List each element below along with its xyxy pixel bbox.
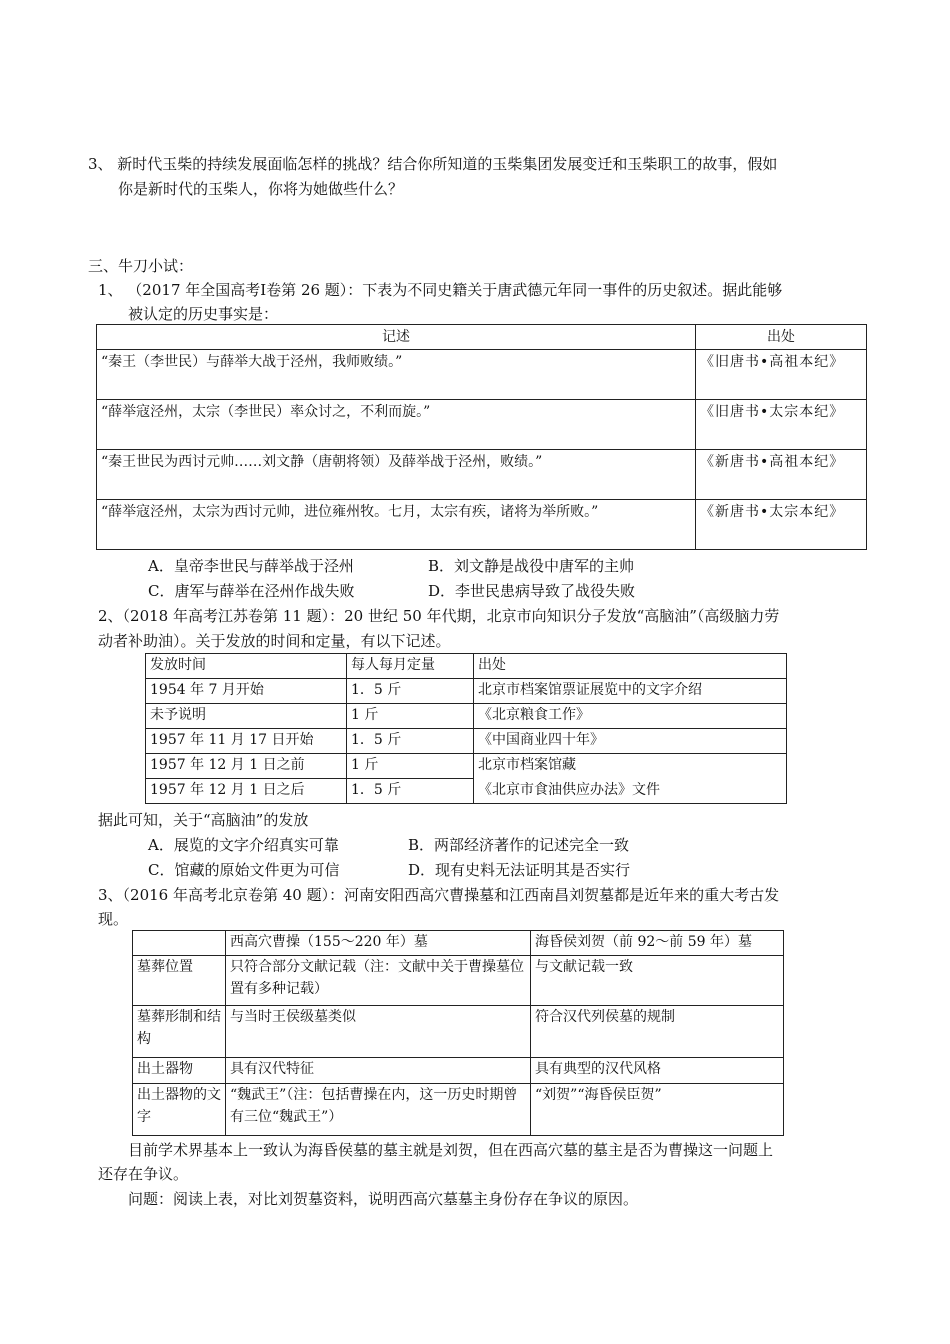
q3-intro-line2: 你是新时代的玉柴人，你将为她做些什么？ <box>118 180 404 198</box>
table-cell: 具有汉代特征 <box>226 1058 531 1084</box>
table-cell: 墓葬位置 <box>133 956 226 1006</box>
option-a: A．展览的文字介绍真实可靠 <box>148 836 339 854</box>
question3-table <box>132 930 784 1136</box>
table-header: 海昏侯刘贺（前 92～前 59 年）墓 <box>531 931 784 956</box>
table-cell: 《旧唐书•太宗本纪》 <box>696 400 867 450</box>
table-cell: 《旧唐书•高祖本纪》 <box>696 350 867 400</box>
table-cell: “魏武王”（注：包括曹操在内，这一历史时期曾有三位“魏武王”） <box>226 1084 531 1136</box>
option-d: D．李世民患病导致了战役失败 <box>428 582 636 600</box>
table-cell: 具有典型的汉代风格 <box>531 1058 784 1084</box>
table-cell: 1．5 斤 <box>347 779 474 804</box>
table-header: 发放时间 <box>146 654 347 679</box>
table-cell: 与文献记载一致 <box>531 956 784 1006</box>
table-cell: 《中国商业四十年》 <box>474 729 787 754</box>
section-title: 三、牛刀小试： <box>88 257 194 275</box>
table-cell: 墓葬形制和结构 <box>133 1006 226 1058</box>
table-header <box>133 931 226 956</box>
table-header: 记述 <box>97 325 696 350</box>
table-cell: 1 斤 <box>347 704 474 729</box>
option-d: D．现有史料无法证明其是否实行 <box>408 861 631 879</box>
option-c: C．馆藏的原始文件更为可信 <box>148 861 340 879</box>
table-cell: “秦王世民为西讨元帅……刘文静（唐朝将领）及薛举战于泾州，败绩。” <box>97 450 696 500</box>
table-cell: 《新唐书•高祖本纪》 <box>696 450 867 500</box>
question3-question: 问题：阅读上表，对比刘贺墓资料，说明西高穴墓墓主身份存在争议的原因。 <box>128 1190 639 1208</box>
table-cell: 未予说明 <box>146 704 347 729</box>
table-cell: “秦王（李世民）与薛举大战于泾州，我师败绩。” <box>97 350 696 400</box>
table-cell: “刘贺”“海昏侯臣贺” <box>531 1084 784 1136</box>
question1-table <box>96 324 867 550</box>
question3-note-line2: 还存在争议。 <box>98 1165 189 1183</box>
table-cell: 北京市档案馆票证展览中的文字介绍 <box>474 679 787 704</box>
table-cell: 1．5 斤 <box>347 729 474 754</box>
table-cell: 1．5 斤 <box>347 679 474 704</box>
question3-line2: 现。 <box>98 910 129 928</box>
table-cell: 出土器物的文字 <box>133 1084 226 1136</box>
question2-line2: 动者补助油）。关于发放的时间和定量，有以下记述。 <box>98 632 451 650</box>
table-cell-merged <box>474 754 787 804</box>
table-cell: 1957 年 12 月 1 日之前 <box>146 754 347 779</box>
question1-line1: 1、 （2017 年全国高考Ⅰ卷第 26 题）：下表为不同史籍关于唐武德元年同一事件的历史叙述。据此能够 <box>98 281 783 299</box>
table-cell: 只符合部分文献记载（注：文献中关于曹操墓位置有多种记载） <box>226 956 531 1006</box>
question2-line1: 2、（2018 年高考江苏卷第 11 题）：20 世纪 50 年代期，北京市向知识分子发放“高脑油”（高级脑力劳 <box>98 607 780 625</box>
question3-note-line1: 目前学术界基本上一致认为海昏侯墓的墓主就是刘贺，但在西高穴墓的墓主是否为曹操这一问题上 <box>128 1141 774 1159</box>
option-a: A．皇帝李世民与薛举战于泾州 <box>148 557 354 575</box>
question3-line1: 3、（2016 年高考北京卷第 40 题）：河南安阳西高穴曹操墓和江西南昌刘贺墓都是近年来的重大考古发 <box>98 886 780 904</box>
table-cell: 《北京粮食工作》 <box>474 704 787 729</box>
table-cell: 出土器物 <box>133 1058 226 1084</box>
table-cell: “薛举寇泾州，太宗为西讨元帅，进位雍州牧。七月，太宗有疾，诸将为举所败。” <box>97 500 696 550</box>
merged-source-line2: 《北京市食油供应办法》文件 <box>478 782 660 798</box>
table-cell: 1954 年 7 月开始 <box>146 679 347 704</box>
table-cell: 1957 年 11 月 17 日开始 <box>146 729 347 754</box>
question2-stem: 据此可知，关于“高脑油”的发放 <box>98 811 309 829</box>
merged-source-line1: 北京市档案馆藏 <box>478 757 576 773</box>
table-cell: 1 斤 <box>347 754 474 779</box>
table-cell: “薛举寇泾州，太宗（李世民）率众讨之，不利而旋。” <box>97 400 696 450</box>
table-header: 西高穴曹操（155～220 年）墓 <box>226 931 531 956</box>
table-cell: 1957 年 12 月 1 日之后 <box>146 779 347 804</box>
option-b: B．刘文静是战役中唐军的主帅 <box>428 557 635 575</box>
table-cell: 《新唐书•太宗本纪》 <box>696 500 867 550</box>
q3-intro-line1: 3、 新时代玉柴的持续发展面临怎样的挑战？结合你所知道的玉柴集团发展变迁和玉柴职工的故事，假如 <box>88 155 778 173</box>
question2-table <box>145 653 787 804</box>
table-cell: 与当时王侯级墓类似 <box>226 1006 531 1058</box>
question1-line2: 被认定的历史事实是： <box>128 305 279 323</box>
table-cell: 符合汉代列侯墓的规制 <box>531 1006 784 1058</box>
table-header: 出处 <box>474 654 787 679</box>
option-c: C．唐军与薛举在泾州作战失败 <box>148 582 355 600</box>
table-header: 出处 <box>696 325 867 350</box>
table-header: 每人每月定量 <box>347 654 474 679</box>
option-b: B．两部经济著作的记述完全一致 <box>408 836 630 854</box>
